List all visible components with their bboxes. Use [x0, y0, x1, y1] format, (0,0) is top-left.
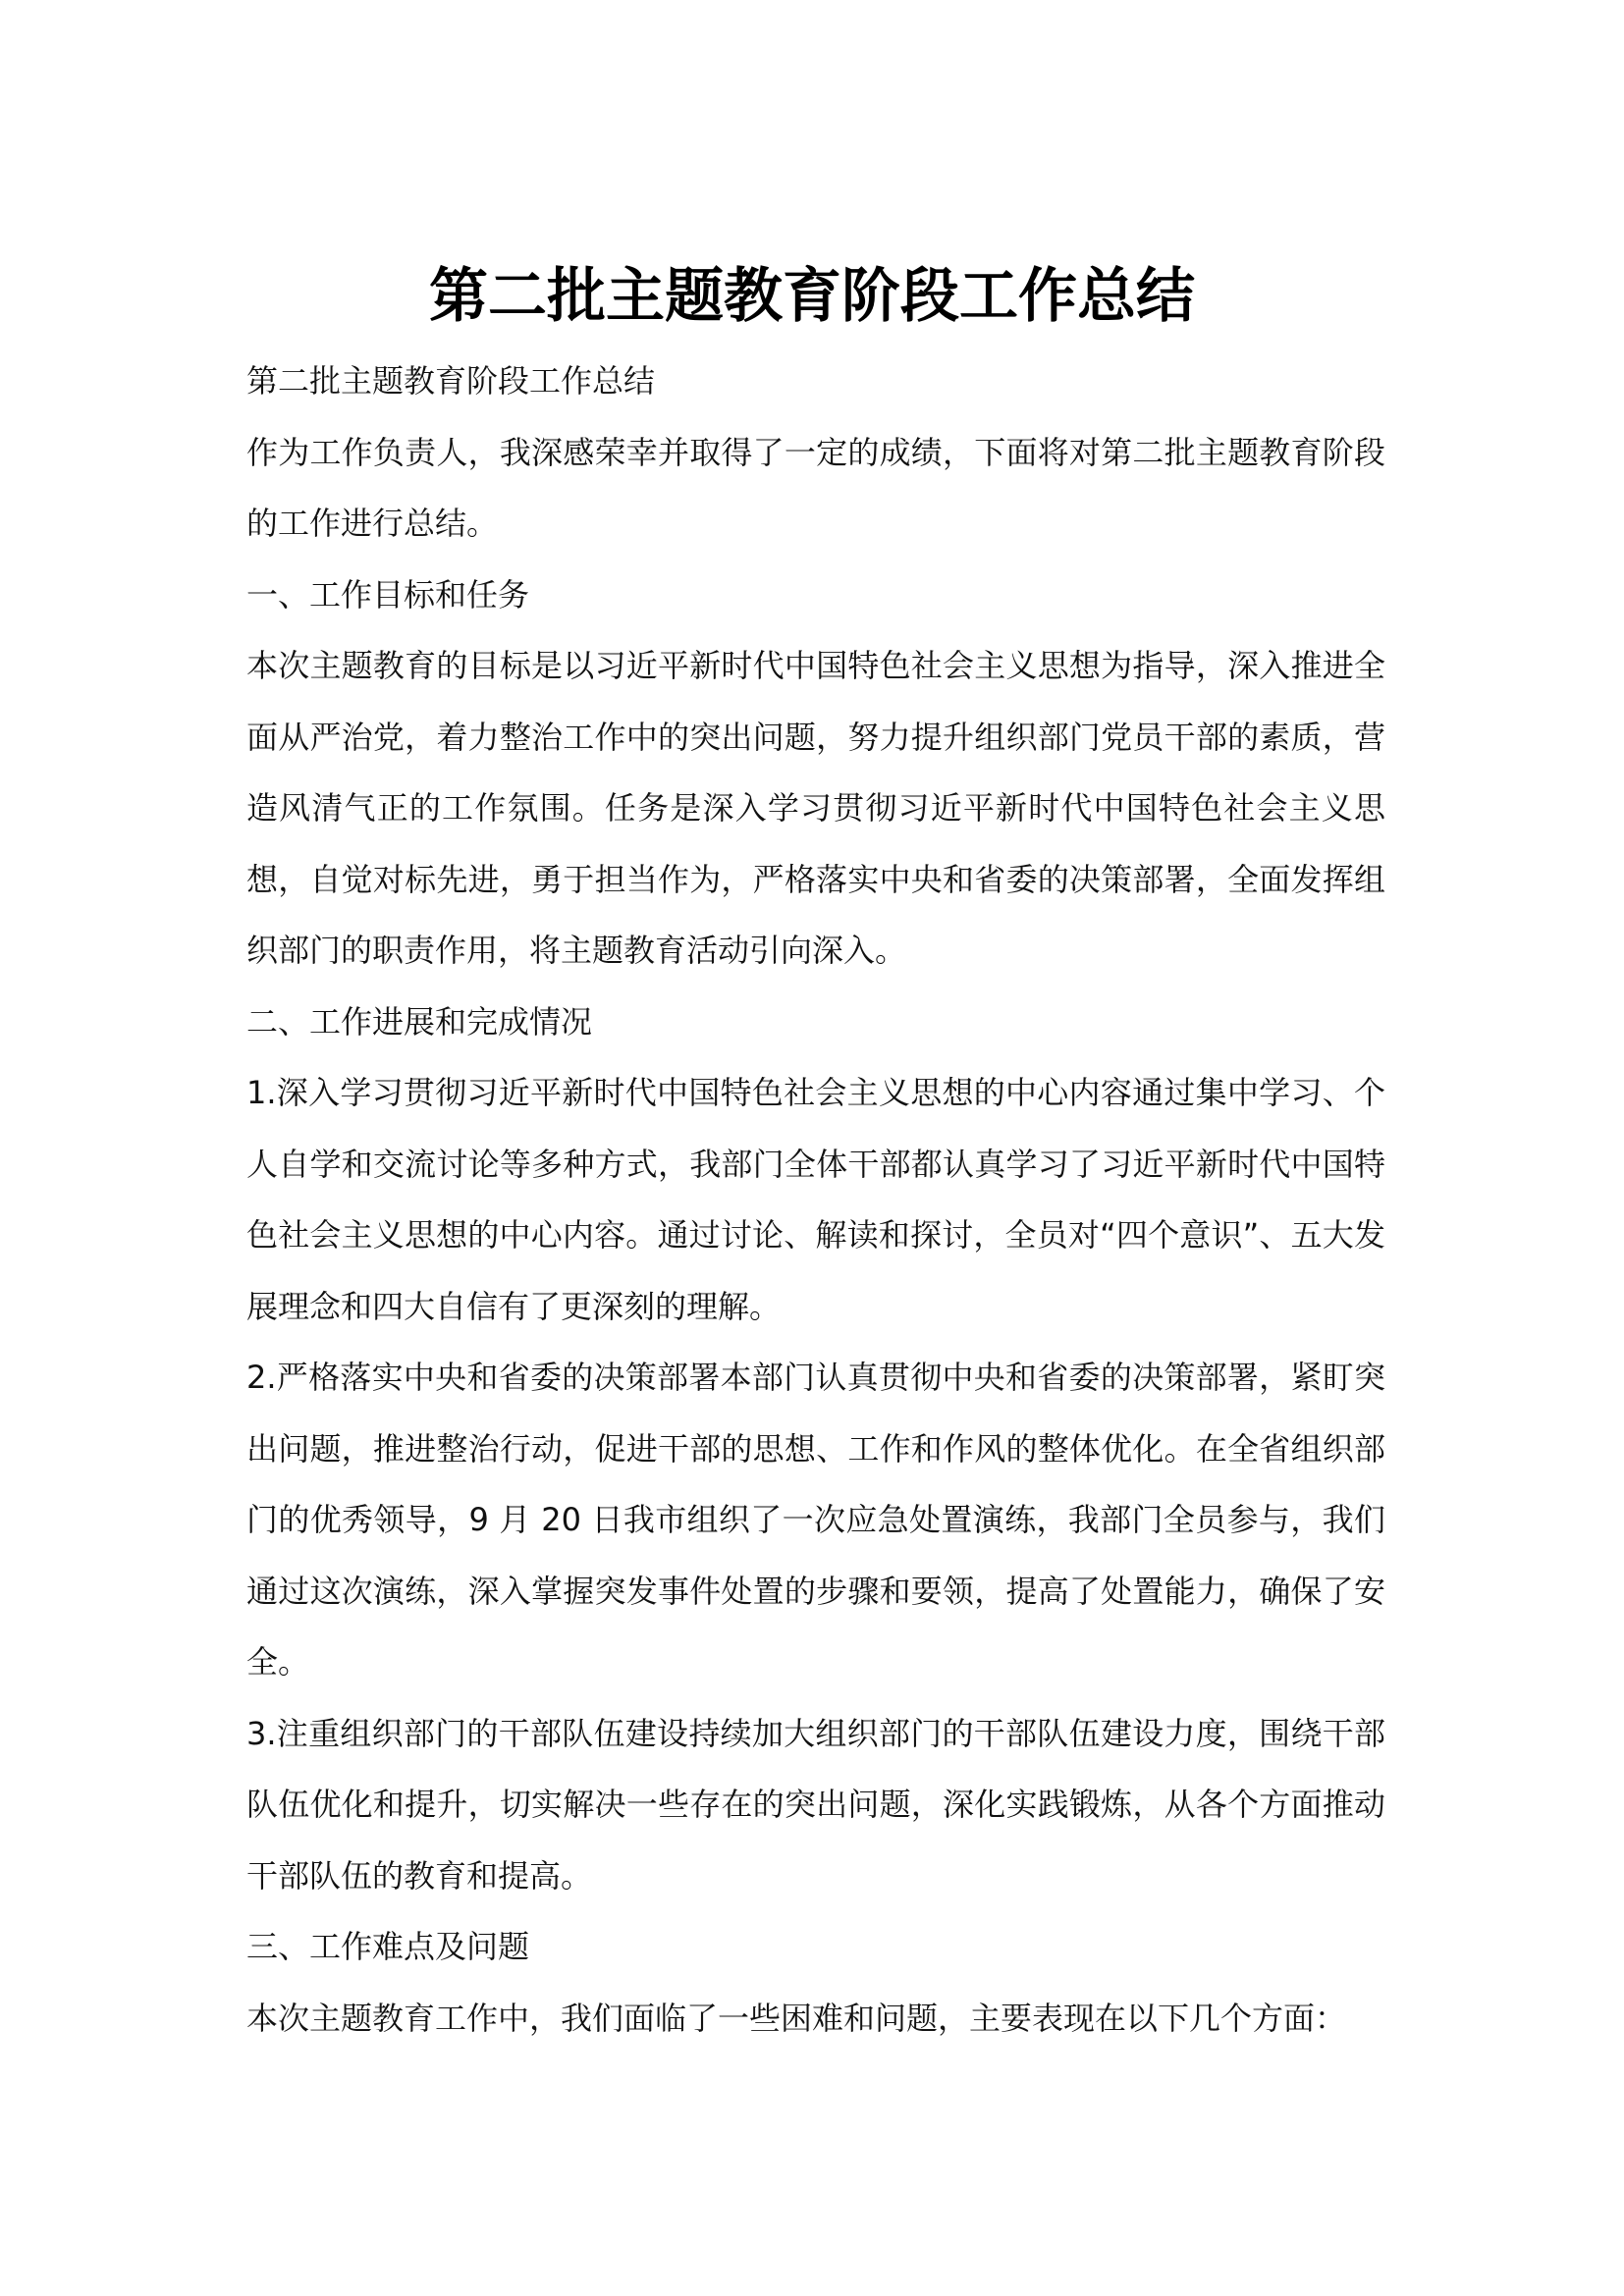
- document-body: [246, 346, 1385, 2054]
- section-heading-problems: 三、工作难点及问题: [246, 1928, 530, 1965]
- progress-item-2: 2.严格落实中央和省委的决策部署本部门认真贯彻中央和省委的决策部署，紧盯突出问题，推进整治行动，促进干部的思想、工作和作风的整体优化。在全省组织部门的优秀领导，9 月 20 日我市组织了一次应急处置演练，我部门全员参与，我们通过这次演练，深入掌握突发事件处置的步骤和要领，提高了处置能力，确保了安全。: [246, 1359, 1385, 1681]
- intro-paragraph: 作为工作负责人，我深感荣幸并取得了一定的成绩，下面将对第二批主题教育阶段的工作进行总结。: [246, 433, 1385, 542]
- subtitle-line: 第二批主题教育阶段工作总结: [246, 362, 656, 400]
- section-heading-goals: 一、工作目标和任务: [246, 575, 530, 614]
- progress-item-3: 3.注重组织部门的干部队伍建设持续加大组织部门的干部队伍建设力度，围绕干部队伍优化和提升，切实解决一些存在的突出问题，深化实践锻炼，从各个方面推动干部队伍的教育和提高。: [246, 1714, 1385, 1895]
- document-title: 第二批主题教育阶段工作总结: [429, 262, 1195, 331]
- section-heading-progress: 二、工作进展和完成情况: [246, 1002, 593, 1041]
- problems-paragraph: 本次主题教育工作中，我们面临了一些困难和问题，主要表现在以下几个方面：: [246, 1999, 1347, 2037]
- goals-paragraph: 本次主题教育的目标是以习近平新时代中国特色社会主义思想为指导，深入推进全面从严治党，着力整治工作中的突出问题，努力提升组织部门党员干部的素质，营造风清气正的工作氛围。任务是深入学习贯彻习近平新时代中国特色社会主义思想，自觉对标先进，勇于担当作为，严格落实中央和省委的决策部署，全面发挥组织部门的职责作用，将主题教育活动引向深入。: [246, 647, 1385, 969]
- progress-item-1: 1.深入学习贯彻习近平新时代中国特色社会主义思想的中心内容通过集中学习、个人自学和交流讨论等多种方式，我部门全体干部都认真学习了习近平新时代中国特色社会主义思想的中心内容。通过讨论、解读和探讨，全员对“四个意识”、五大发展理念和四大自信有了更深刻的理解。: [246, 1074, 1385, 1325]
